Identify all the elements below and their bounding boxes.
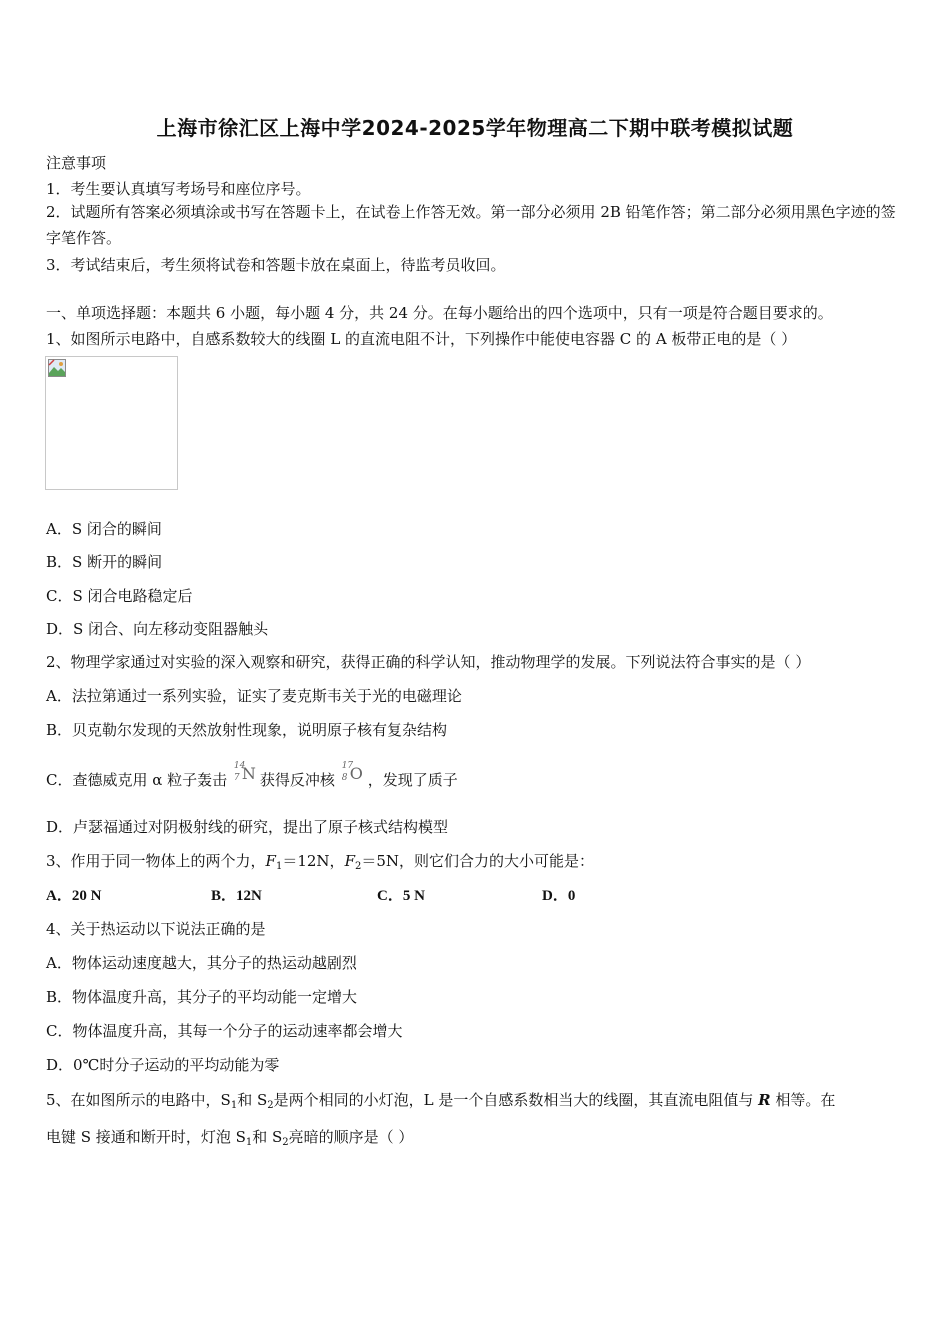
q2-option-a: A．法拉第通过一系列实验，证实了麦克斯韦关于光的电磁理论 — [46, 687, 462, 705]
q1-stem: 1、如图所示电路中，自感系数较大的线圈 L 的直流电阻不计，下列操作中能使电容器 C 的 A 板带正电的是（ ） — [46, 330, 797, 348]
q4-option-a: A．物体运动速度越大，其分子的热运动越剧烈 — [46, 954, 357, 972]
nitrogen-nuclide: 14 7 N — [233, 761, 256, 783]
q5-stem-line-2: 电键 S 接通和断开时，灯泡 $S_1$和 $S_2$亮暗的顺序是（ ） — [46, 1128, 414, 1148]
q1-circuit-figure — [45, 356, 178, 490]
oxygen-nuclide: 17 8 O — [341, 761, 363, 783]
q4-option-c: C．物体温度升高，其每一个分子的运动速率都会增大 — [46, 1022, 403, 1040]
notice-item-1: 1．考生要认真填写考场号和座位序号。 — [46, 180, 311, 198]
q2-option-c-prefix: C．查德威克用 α 粒子轰击 — [46, 771, 232, 789]
q3-option-b: B．12N — [211, 888, 262, 904]
q1-option-c: C．S 闭合电路稳定后 — [46, 587, 193, 605]
q2-option-b: B．贝克勒尔发现的天然放射性现象，说明原子核有复杂结构 — [46, 721, 448, 739]
q1-option-d: D．S 闭合、向左移动变阻器触头 — [46, 620, 269, 638]
q1-option-a: A．S 闭合的瞬间 — [46, 520, 162, 538]
q4-option-d: D．0℃时分子运动的平均动能为零 — [46, 1056, 280, 1074]
q3-option-d: D．0 — [542, 888, 576, 904]
q4-option-b: B．物体温度升高，其分子的平均动能一定增大 — [46, 988, 358, 1006]
q2-option-c-middle: 获得反冲核 — [259, 771, 340, 789]
q3-option-c: C．5 N — [377, 888, 425, 904]
notice-heading: 注意事项 — [46, 154, 107, 172]
q3-stem: 3、作用于同一物体上的两个力，$F_1=12N$，$F_2=5N$，则它们合力的大小可能是： — [46, 852, 595, 872]
q2-option-d: D．卢瑟福通过对阴极射线的研究，提出了原子核式结构模型 — [46, 818, 449, 836]
notice-item-3: 3．考试结束后，考生须将试卷和答题卡放在桌面上，待监考员收回。 — [46, 256, 506, 274]
q1-option-b: B．S 断开的瞬间 — [46, 553, 163, 571]
notice-item-2: 2．试题所有答案必须填涂或书写在答题卡上，在试卷上作答无效。第一部分必须用 2B 铅笔作答；第二部分必须用黑色字迹的签字笔作答。 — [46, 203, 896, 247]
broken-image-icon — [48, 359, 66, 377]
page-title: 上海市徐汇区上海中学2024-2025学年物理高二下期中联考模拟试题 — [156, 116, 794, 140]
q3-option-a: A．20 N — [46, 888, 102, 904]
q2-stem: 2、物理学家通过对实验的深入观察和研究，获得正确的科学认知，推动物理学的发展。下列说法符合事实的是（ ） — [46, 653, 811, 671]
q4-stem: 4、关于热运动以下说法正确的是 — [46, 920, 266, 938]
q5-stem-line-1: 5、在如图所示的电路中，$S_1$和 $S_2$是两个相同的小灯泡，L 是一个自感系数相当大的线圈，其直流电阻值与 R 相等。在 — [46, 1091, 836, 1111]
q2-option-c-suffix: ，发现了质子 — [367, 771, 458, 789]
section-heading: 一、单项选择题：本题共 6 小题，每小题 4 分，共 24 分。在每小题给出的四个选项中，只有一项是符合题目要求的。 — [46, 304, 833, 322]
q2-option-c — [46, 761, 458, 790]
